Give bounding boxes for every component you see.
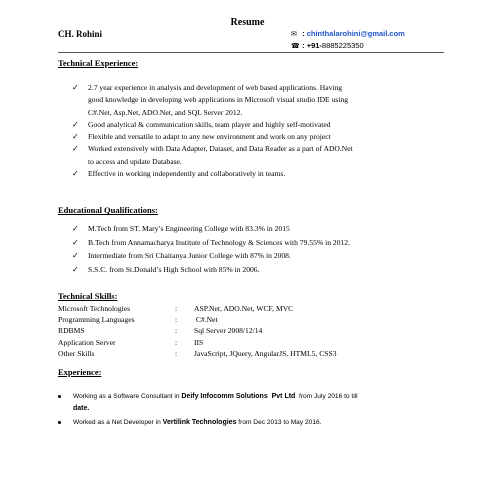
list-item (72, 82, 353, 94)
skills-row (58, 348, 337, 359)
list-item-text: Intermediate from Sri Chaitanya Junior College with 87% in 2008. (88, 251, 291, 260)
skill-value: JavaScript, JQuery, AngularJS, HTML5, CSS3 (194, 348, 337, 358)
skills-row (58, 325, 337, 336)
phone-line (291, 41, 364, 50)
education-list (72, 222, 350, 276)
check-icon: ✓ (72, 83, 79, 92)
skill-separator: : (175, 304, 178, 313)
list-item-text: good knowledge in developing web applications in Microsoft visual studio IDE using (88, 95, 349, 105)
skill-value: C#.Net (194, 315, 218, 325)
skill-value: ASP.Net, ADO.Net, WCF, MVC (194, 304, 294, 313)
check-icon: ✓ (72, 169, 79, 179)
experience-list (58, 391, 358, 429)
skill-separator: : (175, 315, 178, 325)
list-item-text: S.S.C. from St.Donald’s High School with 85% in 2006. (88, 264, 260, 274)
skill-separator: : (175, 337, 178, 347)
job-dates: from July 2016 to till (295, 393, 358, 400)
list-item (72, 143, 353, 155)
check-icon: ✓ (72, 144, 79, 154)
skill-key: RDBMS (58, 326, 85, 336)
job-dates-continued: date. (73, 404, 90, 412)
list-item-text: B.Tech from Annamacharya Institute of Technology & Sciences with 79.55% in 2012. (88, 237, 350, 247)
skill-key: Other Skills (58, 348, 95, 358)
skill-key: Microsoft Technologies (58, 304, 131, 313)
skills-row (58, 337, 337, 348)
email-prefix: : (302, 29, 305, 38)
skills-row (58, 303, 337, 314)
skill-key: Programming Languages (58, 315, 135, 325)
skill-value: IIS (194, 337, 204, 347)
envelope-icon: ✉ (291, 31, 297, 38)
list-item-text: Good analytical & communication skills, team player and highly self-motivated (88, 119, 331, 129)
skill-key: Application Server (58, 337, 116, 347)
check-icon: ✓ (72, 237, 79, 247)
list-item-continuation (58, 403, 358, 415)
header-divider (58, 52, 444, 53)
check-icon: ✓ (72, 224, 79, 233)
check-icon: ✓ (72, 264, 79, 274)
phone-code: +91- (306, 41, 322, 50)
list-item (72, 236, 350, 250)
skills-heading: Technical Skills: (58, 291, 118, 301)
technical-experience-heading: Technical Experience: (58, 58, 139, 68)
bullet-icon (58, 421, 61, 424)
list-item-text: Effective in working independently and collaboratively in teams. (88, 169, 286, 179)
list-item (72, 249, 350, 263)
list-item-continuation (72, 107, 353, 119)
list-item-continuation (72, 94, 353, 106)
list-item (72, 222, 350, 236)
check-icon: ✓ (72, 119, 79, 129)
skills-row (58, 314, 337, 325)
list-item (58, 417, 358, 429)
check-icon: ✓ (72, 132, 79, 142)
email-link[interactable]: chinthalarohini@gmail.com (306, 29, 405, 38)
list-item (58, 391, 358, 403)
email-line (291, 29, 405, 38)
job-text: Worked as a Net Developer in (73, 419, 163, 426)
check-icon: ✓ (72, 251, 79, 260)
list-item-text: to access and update Database. (88, 156, 182, 166)
technical-experience-list (72, 82, 353, 180)
skill-value: Sql Server 2008/12/14 (194, 326, 263, 336)
phone-icon: ☎ (291, 43, 300, 50)
resume-title: Resume (230, 17, 265, 28)
job-text: Working as a Software Consultant in (73, 393, 182, 400)
skill-separator: : (175, 326, 178, 336)
list-item-text: C#.Net, Asp.Net, ADO.Net, and SQL Server 2012. (88, 107, 243, 117)
list-item-continuation (72, 156, 353, 168)
list-item (72, 168, 353, 180)
company-name: Deify Infocomm Solutions Pvt Ltd (181, 393, 296, 400)
list-item-text: M.Tech from ST. Mary’s Engineering College with 83.3% in 2015 (88, 224, 290, 233)
list-item (72, 263, 350, 277)
education-heading: Educational Qualifications: (58, 205, 158, 215)
skill-separator: : (175, 348, 178, 358)
candidate-name: CH. Rohini (58, 29, 103, 39)
skills-table (58, 303, 337, 359)
list-item (72, 131, 353, 143)
list-item-text: Flexible and versatile to adapt to any new environment and work on any project (88, 132, 331, 142)
list-item-text: Worked extensively with Data Adapter, Dataset, and Data Reader as a part of ADO.Net (88, 144, 353, 154)
company-name: Vertilink Technologies (162, 419, 237, 426)
bullet-icon (58, 395, 61, 398)
list-item-text: 2.7 year experience in analysis and development of web based applications. Having (88, 83, 343, 92)
list-item (72, 119, 353, 131)
phone-prefix: : (302, 41, 305, 50)
job-dates: from Dec 2013 to May 2016. (236, 419, 322, 426)
experience-heading: Experience: (58, 367, 102, 377)
phone-number: 8885225350 (321, 41, 364, 50)
